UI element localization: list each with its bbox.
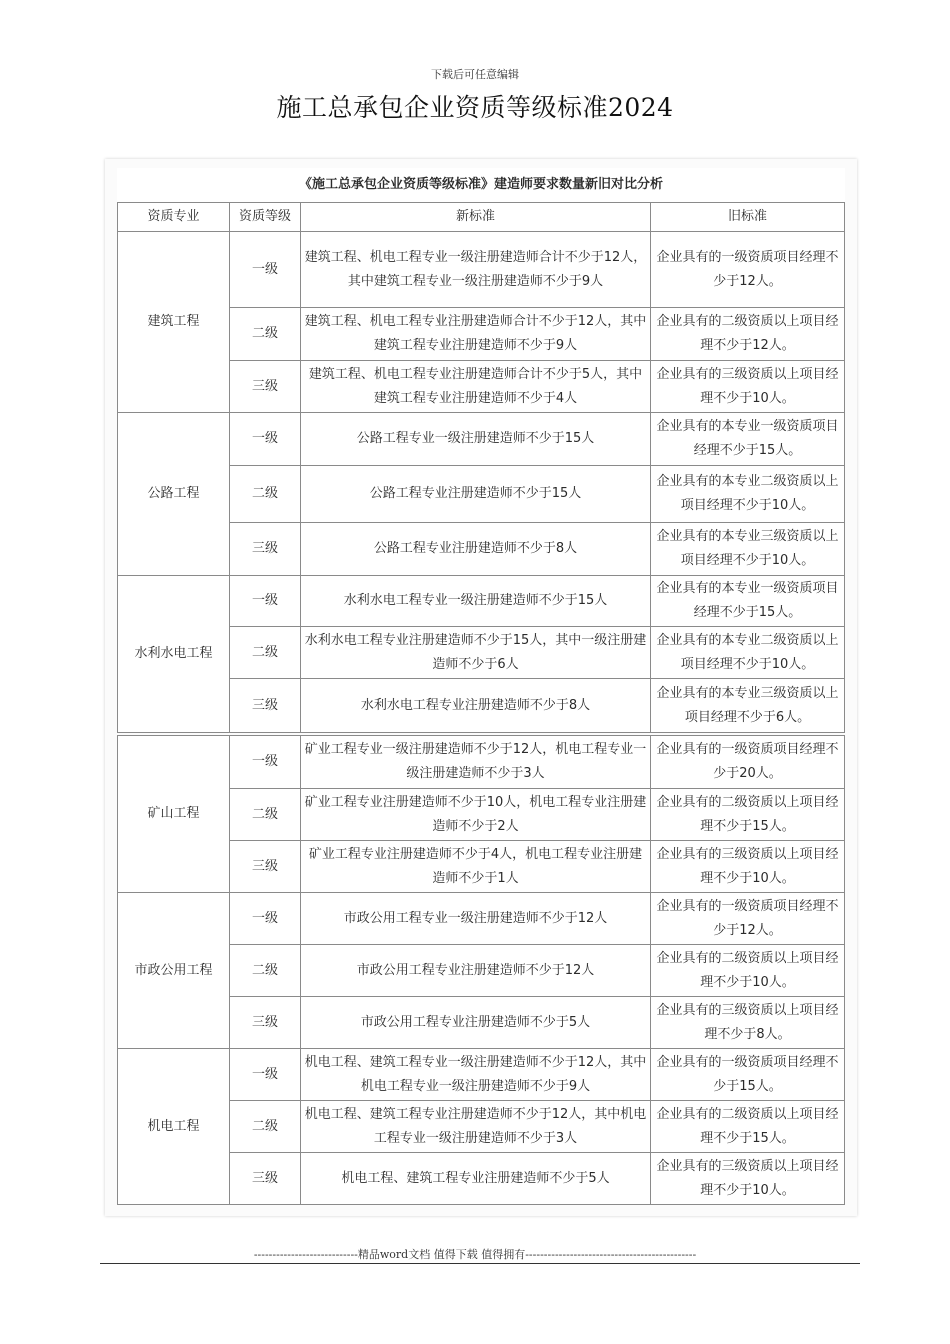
document-title: 施工总承包企业资质等级标准2024	[276, 93, 674, 122]
old-standard-cell: 企业具有的二级资质以上项目经理不少于15人。	[651, 1101, 845, 1153]
old-standard-cell: 企业具有的本专业一级资质项目经理不少于15人。	[651, 576, 845, 627]
new-standard-cell: 公路工程专业注册建造师不少于8人	[301, 523, 651, 576]
new-standard-cell: 机电工程、建筑工程专业注册建造师不少于5人	[301, 1153, 651, 1205]
col-header-level: 资质等级	[230, 203, 301, 232]
old-standard-cell: 企业具有的三级资质以上项目经理不少于8人。	[651, 997, 845, 1049]
level-cell: 二级	[230, 789, 301, 841]
old-standard-cell: 企业具有的二级资质以上项目经理不少于15人。	[651, 789, 845, 841]
specialty-cell: 水利水电工程	[118, 576, 230, 733]
level-cell: 二级	[230, 308, 301, 361]
old-standard-cell: 企业具有的三级资质以上项目经理不少于10人。	[651, 841, 845, 893]
level-cell: 一级	[230, 413, 301, 466]
old-standard-cell: 企业具有的本专业一级资质项目经理不少于15人。	[651, 413, 845, 466]
new-standard-cell: 机电工程、建筑工程专业一级注册建造师不少于12人，其中机电工程专业一级注册建造师不少于9人	[301, 1049, 651, 1101]
table-row	[118, 232, 845, 308]
level-cell: 三级	[230, 841, 301, 893]
specialty-cell: 公路工程	[118, 413, 230, 576]
level-cell: 二级	[230, 945, 301, 997]
new-standard-cell: 市政公用工程专业注册建造师不少于5人	[301, 997, 651, 1049]
old-standard-cell: 企业具有的三级资质以上项目经理不少于10人。	[651, 1153, 845, 1205]
old-standard-cell: 企业具有的一级资质项目经理不少于12人。	[651, 232, 845, 308]
old-standard-cell: 企业具有的本专业二级资质以上项目经理不少于10人。	[651, 627, 845, 679]
level-cell: 三级	[230, 997, 301, 1049]
old-standard-cell: 企业具有的一级资质项目经理不少于12人。	[651, 893, 845, 945]
level-cell: 一级	[230, 1049, 301, 1101]
old-standard-cell: 企业具有的本专业二级资质以上项目经理不少于10人。	[651, 466, 845, 523]
level-cell: 一级	[230, 893, 301, 945]
new-standard-cell: 矿业工程专业一级注册建造师不少于12人，机电工程专业一级注册建造师不少于3人	[301, 736, 651, 789]
new-standard-cell: 公路工程专业注册建造师不少于15人	[301, 466, 651, 523]
level-cell: 三级	[230, 523, 301, 576]
table-row	[118, 736, 845, 789]
new-standard-cell: 建筑工程、机电工程专业一级注册建造师合计不少于12人，其中建筑工程专业一级注册建造师不少于9人	[301, 232, 651, 308]
table-row	[118, 413, 845, 466]
specialty-cell: 矿山工程	[118, 736, 230, 893]
qualification-table-part-1	[117, 168, 845, 733]
table-row	[118, 1049, 845, 1101]
level-cell: 一级	[230, 232, 301, 308]
footer-rule	[100, 1263, 860, 1264]
new-standard-cell: 水利水电工程专业一级注册建造师不少于15人	[301, 576, 651, 627]
old-standard-cell: 企业具有的一级资质项目经理不少于15人。	[651, 1049, 845, 1101]
new-standard-cell: 公路工程专业一级注册建造师不少于15人	[301, 413, 651, 466]
old-standard-cell: 企业具有的一级资质项目经理不少于20人。	[651, 736, 845, 789]
specialty-cell: 建筑工程	[118, 232, 230, 413]
new-standard-cell: 市政公用工程专业注册建造师不少于12人	[301, 945, 651, 997]
new-standard-cell: 矿业工程专业注册建造师不少于10人，机电工程专业注册建造师不少于2人	[301, 789, 651, 841]
old-standard-cell: 企业具有的本专业三级资质以上项目经理不少于6人。	[651, 679, 845, 733]
footer-note: ----------------------------精品word文档 值得下载 值得拥有----------------------------------------------	[253, 1248, 697, 1261]
level-cell: 二级	[230, 1101, 301, 1153]
new-standard-cell: 建筑工程、机电工程专业注册建造师合计不少于12人，其中建筑工程专业注册建造师不少于9人	[301, 308, 651, 361]
new-standard-cell: 市政公用工程专业一级注册建造师不少于12人	[301, 893, 651, 945]
level-cell: 二级	[230, 466, 301, 523]
old-standard-cell: 企业具有的二级资质以上项目经理不少于10人。	[651, 945, 845, 997]
old-standard-cell: 企业具有的本专业三级资质以上项目经理不少于10人。	[651, 523, 845, 576]
level-cell: 三级	[230, 361, 301, 413]
qualification-table-part-2	[117, 735, 845, 1205]
level-cell: 三级	[230, 679, 301, 733]
table-row	[118, 893, 845, 945]
download-note: 下载后可任意编辑	[431, 68, 519, 81]
old-standard-cell: 企业具有的二级资质以上项目经理不少于12人。	[651, 308, 845, 361]
table-row	[118, 576, 845, 627]
level-cell: 一级	[230, 576, 301, 627]
new-standard-cell: 矿业工程专业注册建造师不少于4人，机电工程专业注册建造师不少于1人	[301, 841, 651, 893]
specialty-cell: 市政公用工程	[118, 893, 230, 1049]
level-cell: 二级	[230, 627, 301, 679]
new-standard-cell: 机电工程、建筑工程专业注册建造师不少于12人，其中机电工程专业一级注册建造师不少于3人	[301, 1101, 651, 1153]
new-standard-cell: 水利水电工程专业注册建造师不少于8人	[301, 679, 651, 733]
level-cell: 三级	[230, 1153, 301, 1205]
new-standard-cell: 水利水电工程专业注册建造师不少于15人，其中一级注册建造师不少于6人	[301, 627, 651, 679]
col-header-old-standard: 旧标准	[651, 203, 845, 232]
specialty-cell: 机电工程	[118, 1049, 230, 1205]
col-header-specialty: 资质专业	[118, 203, 230, 232]
new-standard-cell: 建筑工程、机电工程专业注册建造师合计不少于5人，其中建筑工程专业注册建造师不少于4人	[301, 361, 651, 413]
table-caption: 《施工总承包企业资质等级标准》建造师要求数量新旧对比分析	[118, 168, 845, 203]
level-cell: 一级	[230, 736, 301, 789]
col-header-new-standard: 新标准	[301, 203, 651, 232]
old-standard-cell: 企业具有的三级资质以上项目经理不少于10人。	[651, 361, 845, 413]
